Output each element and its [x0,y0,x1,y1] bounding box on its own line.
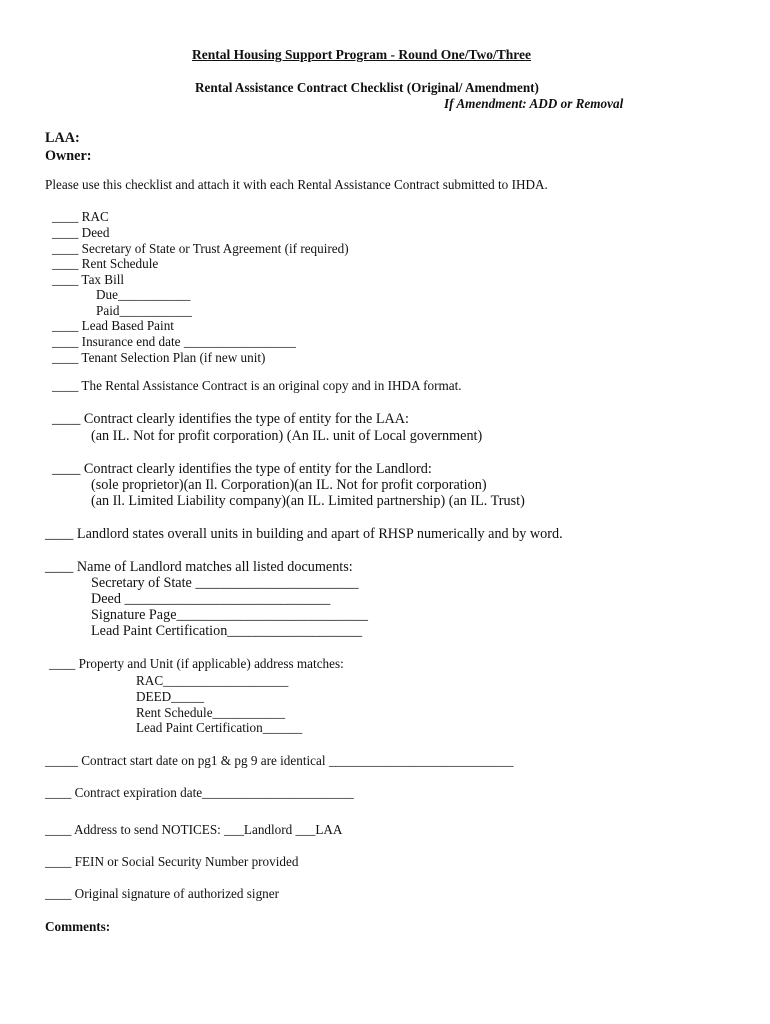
page-title: Rental Housing Support Program - Round One/Two/Three [192,47,532,62]
item-fein: ____ FEIN or Social Security Number provided [45,854,299,869]
units-blank: ____ [45,526,74,542]
amendment-note: If Amendment: ADD or Removal [444,96,624,111]
item-original-signature: ____ Original signature of authorized signer [45,886,280,901]
item-tenant-plan: ____ Tenant Selection Plan (if new unit) [52,350,266,365]
item-rac: ____ RAC [52,209,109,224]
item-expiration-date: ____ Contract expiration date_______________________ [45,785,354,800]
instruction-text: Please use this checklist and attach it with each Rental Assistance Contract submitted to IHDA. [45,177,548,192]
item-secretary-of-state: ____ Secretary of State or Trust Agreement (if required) [52,241,349,256]
landlord-name-sos: Secretary of State _______________________ [91,575,359,591]
item-notices: ____ Address to send NOTICES: ___Landlord ___LAA [45,822,343,837]
landlord-entity-text: Contract clearly identifies the type of entity for the Landlord: [80,461,432,477]
laa-entity-blank: ____ [52,411,81,427]
laa-entity-text: Contract clearly identifies the type of entity for the LAA: [80,411,409,427]
address-item: ____ Property and Unit (if applicable) address matches: [49,656,344,671]
landlord-name-deed: Deed _____________________________ [91,591,331,607]
comments-label: Comments: [45,919,111,934]
landlord-name-text: Name of Landlord matches all listed documents: [73,559,353,575]
item-tax-due: Due___________ [96,287,191,302]
units-item [45,526,563,542]
landlord-entity-blank: ____ [52,461,81,477]
landlord-name-signature: Signature Page___________________________ [91,607,369,623]
item-deed: ____ Deed [52,225,110,240]
item-start-date: _____ Contract start date on pg1 & pg 9 are identical ____________________________ [45,753,514,768]
page-subtitle: Rental Assistance Contract Checklist (Original/ Amendment) [195,80,539,95]
address-rac: RAC___________________ [136,673,289,688]
item-rent-schedule: ____ Rent Schedule [52,256,159,271]
landlord-name-lead-paint: Lead Paint Certification___________________ [91,623,363,639]
item-insurance: ____ Insurance end date _________________ [52,334,296,349]
landlord-entity-item [52,461,432,477]
address-deed: DEED_____ [136,689,205,704]
landlord-name-blank: ____ [45,559,74,575]
landlord-entity-options-2: (an Il. Limited Liability company)(an IL. Limited partnership) (an IL. Trust) [91,493,525,509]
landlord-name-item [45,559,353,575]
item-original-copy: ____ The Rental Assistance Contract is an original copy and in IHDA format. [52,378,462,393]
laa-entity-item [52,411,409,427]
owner-label: Owner: [45,148,92,164]
item-tax-paid: Paid___________ [96,303,192,318]
laa-label: LAA: [45,130,80,146]
landlord-entity-options-1: (sole proprietor)(an Il. Corporation)(an IL. Not for profit corporation) [91,477,487,493]
address-rent-schedule: Rent Schedule___________ [136,705,286,720]
item-tax-bill: ____ Tax Bill [52,272,125,287]
units-text: Landlord states overall units in building and apart of RHSP numerically and by word. [73,526,563,542]
address-lead-paint: Lead Paint Certification______ [136,720,303,735]
item-lead-paint: ____ Lead Based Paint [52,318,174,333]
laa-entity-options: (an IL. Not for profit corporation) (An IL. unit of Local government) [91,428,483,444]
